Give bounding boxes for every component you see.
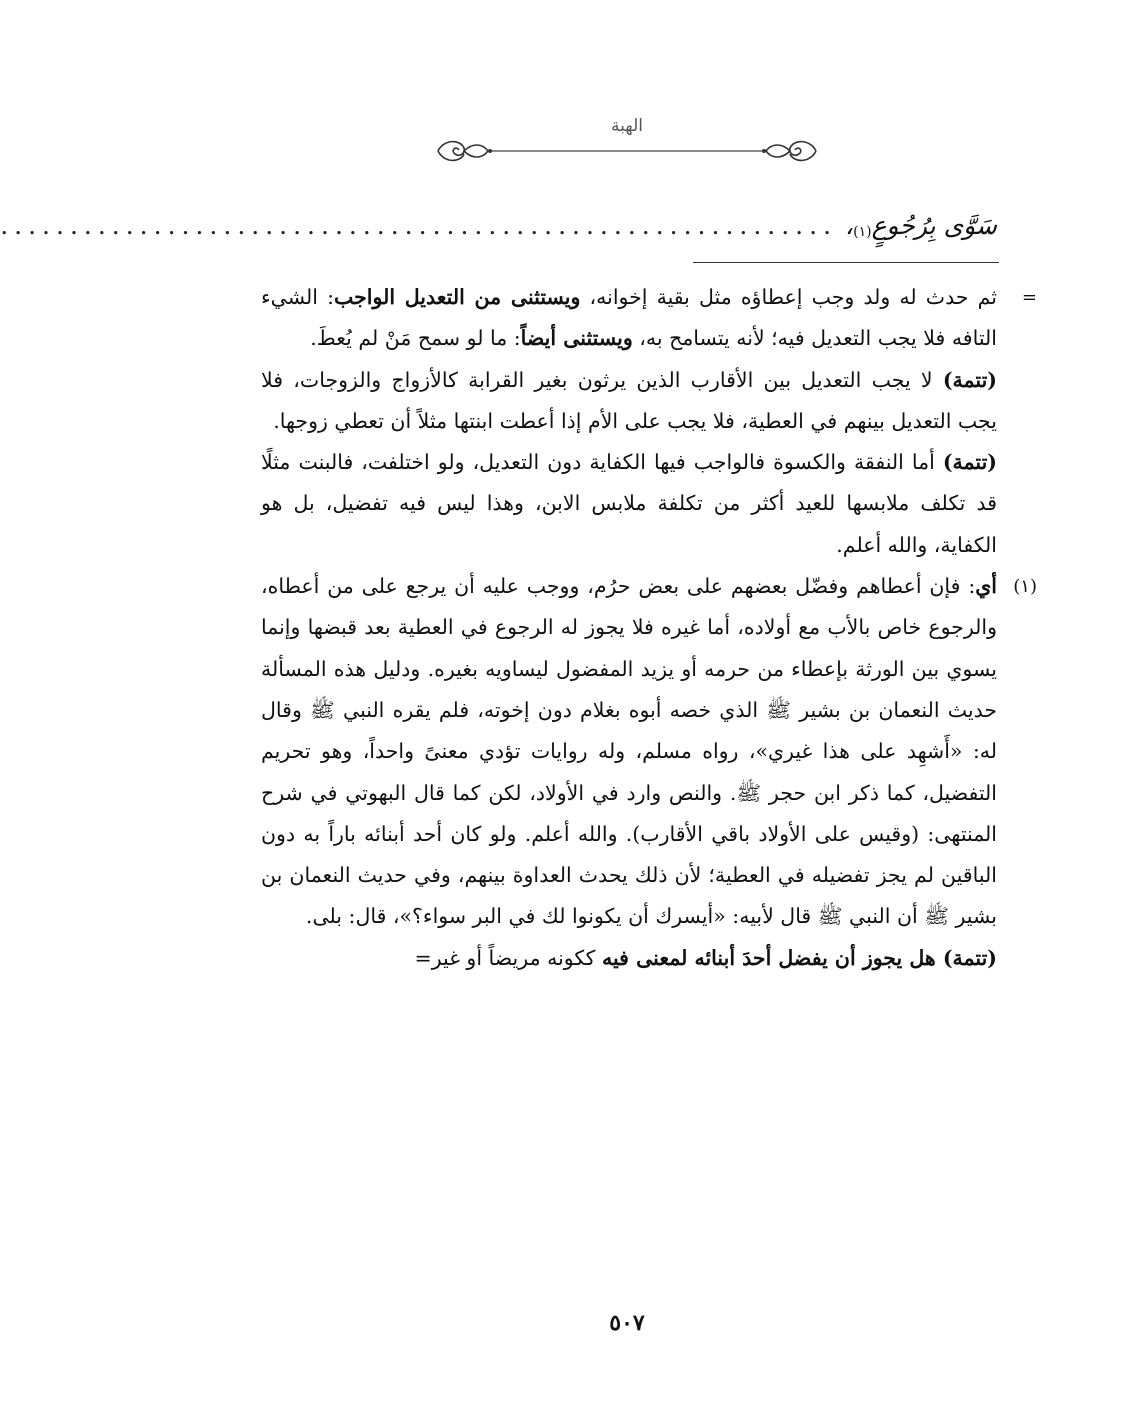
continuation-text-1: ثم حدث له ولد وجب إعطاؤه مثل بقية إخوانه، xyxy=(580,285,997,309)
tatimma-paragraph-1 xyxy=(261,360,997,443)
tatimma-text: لا يجب التعديل بين الأقارب الذين يرثون بغير القرابة كالأزواج والزوجات، فلا يجب التعديل بينهم في العطية، فلا يجب على الأم إذا أعطت ابنتها مثلاً أن تعطي زوجها. xyxy=(261,367,997,433)
footnote-reference: (١) xyxy=(853,224,872,240)
tatimma-label: (تتمة) xyxy=(942,450,997,475)
continuation-text-3: : ما لو سمح مَنْ لم يُعطَ. xyxy=(310,326,521,351)
footnote-1-label: أي xyxy=(975,574,997,599)
tatimma-label: (تتمة) xyxy=(942,367,997,392)
tatimma-text: أما النفقة والكسوة فالواجب فيها الكفاية دون التعديل، ولو اختلفت، فالبنت مثلًا قد تكلف ملابسها للعيد أكثر من تكلفة ملابس الابن، وهذا ليس فيه تفضيل، بل هو الكفاية، والله أعلم. xyxy=(261,450,997,557)
dotted-leader: ............................................................ xyxy=(0,211,838,240)
footnote-1-marker: (١) xyxy=(1013,576,1037,598)
footnote-separator xyxy=(693,262,999,263)
tatimma-text: ككونه مريضاً أو غير= xyxy=(414,945,602,970)
tatimma-paragraph-2 xyxy=(261,442,997,566)
tatimma-paragraph-3 xyxy=(261,938,997,979)
footnote-1-text: : فإن أعطاهم وفضّل بعضهم على بعض حرُم، ووجب عليه أن يرجع على من أعطاه، والرجوع خاص بالأب مع أولاده، أما غيره فلا يجوز له الرجوع في العطية بعد قبضها وإنما يسوي بين الورثة بإعطاء من حرمه أو يزيد المفضول ليساويه بغيره. ودليل هذه المسألة حديث النعمان بن بشير ﷺ الذي خصه أبوه بغلام دون إخوته، فلم يقره النبي ﷺ وقال له: «أَشهِد على هذا غيري»، رواه مسلم، وله روايات تؤدي معنىً واحداً، وهو تحريم التفضيل، كما ذكر ابن حجر ﷺ. والنص وارد في الأولاد، لكن كما قال البهوتي في شرح المنتهى: (وقيس على الأولاد باقي الأقارب). والله أعلم. ولو كان أحد أبنائه باراً به دون الباقين لم يجز تفضيله في العطية؛ لأن ذلك يحدث العداوة بينهم، وفي حديث النعمان بن بشير ﷺ أن النبي ﷺ قال لأبيه: «أيسرك أن يكونوا لك في البر سواء؟»، قال: بلى. xyxy=(261,574,997,929)
continuation-bold-2: ويستثنى أيضاً xyxy=(520,326,633,351)
floral-divider-icon xyxy=(430,134,824,168)
main-text-separator: ، xyxy=(845,211,854,240)
continuation-paragraph xyxy=(261,277,1037,360)
page-header xyxy=(125,112,1129,172)
tatimma-bold-question: هل يجوز أن يفضل أحدَ أبنائه لمعنى فيه xyxy=(601,945,943,970)
footnotes-section xyxy=(261,277,1037,979)
page-number: ٥٠٧ xyxy=(609,1310,645,1336)
continuation-bold-1: ويستثنى من التعديل الواجب xyxy=(334,285,581,309)
continuation-text-2: : الشيء التافه فلا يجب التعديل فيه؛ لأنه يتسامح به، xyxy=(261,285,997,351)
running-title: الهبة xyxy=(611,116,643,136)
continuation-marker: = xyxy=(1021,287,1037,308)
footnote-1 xyxy=(261,566,1037,938)
main-text: سَوَّى بِرُجُوعٍ xyxy=(871,211,997,240)
main-text-line xyxy=(0,192,997,240)
tatimma-label: (تتمة) xyxy=(942,945,997,970)
